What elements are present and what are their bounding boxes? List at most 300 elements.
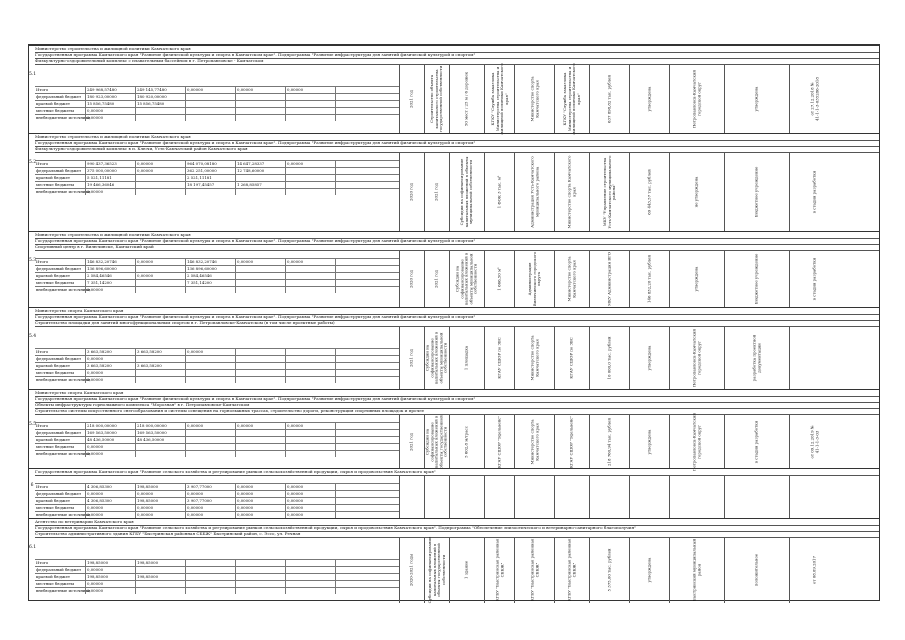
row-label: внебюджетные источники <box>36 377 91 382</box>
column-text: утверждена <box>693 266 699 292</box>
amount-cell: 0,00000 <box>85 189 135 195</box>
column-text: КГАУ СШОР по ЗВС <box>496 337 502 379</box>
column-text: от 09.12.2019 № 41-1-1-3-03 <box>808 425 819 458</box>
amount-cell <box>185 451 235 457</box>
column-text: Быстринский муниципальный район <box>691 538 701 602</box>
block-header: Агентство по ветеринарии Камчатского края <box>35 519 879 526</box>
amount-cell: 0,00000 <box>285 512 335 518</box>
block-header: Строительство административного здания КГБУ "Быстринская районная СББЖ" Быстринский район, с. Эссо, ул. Речная <box>35 531 879 538</box>
amount-cell: 0,00000 <box>85 444 135 450</box>
amount-cell: 0,00000 <box>135 259 185 265</box>
amount-cell: 218 000,00000 <box>135 423 185 429</box>
amount-cell: 0,00000 <box>85 287 135 293</box>
amount-cell: 169 563,50000 <box>135 430 185 436</box>
amount-cell: 0,00000 <box>85 356 135 362</box>
row-label: федеральный бюджет <box>36 94 82 99</box>
block-header: Государственная программа Камчатского края "Развитие сельского хозяйства и регулирование рынков сельскохозяйственной продукции, сырья и продовольствия Камчатского края" <box>35 469 879 476</box>
amount-cell: 198,85000 <box>135 498 185 504</box>
amount-cell: 249 968,57480 <box>85 87 135 93</box>
info-column <box>484 326 514 390</box>
program-block <box>29 518 879 602</box>
column-text: КГКУ "Служба заказчика Министерства строительства и жилищной политики Камчатского края" <box>561 63 581 135</box>
info-column <box>514 250 554 308</box>
item-number: 6.1 <box>29 545 37 550</box>
row-label: внебюджетные источники <box>36 588 91 593</box>
document-sheet <box>28 44 880 604</box>
amount-cell: 198,85000 <box>85 574 135 580</box>
info-column <box>424 250 449 308</box>
row-label: краевой бюджет <box>36 498 71 503</box>
amount-cell <box>185 377 235 383</box>
amount-cell: 5 521,11181 <box>85 175 135 181</box>
column-text: от 27.12.2018 № 41-1-1-3-035286-2018 <box>808 77 819 121</box>
column-text: 2021 год <box>433 270 439 288</box>
amount-cell: 0,00000 <box>85 451 135 457</box>
info-column <box>789 537 839 603</box>
item-number: 5.3 <box>29 258 37 263</box>
amount-cell: 7 351,14200 <box>85 280 135 286</box>
amount-cell: 2 521,11181 <box>185 175 235 181</box>
amount-cell: 198,85000 <box>85 560 135 566</box>
amount-cell <box>285 287 335 293</box>
amount-cell: 0,00000 <box>85 567 135 573</box>
amount-cell: 1 268,85857 <box>235 182 285 188</box>
info-column <box>724 475 789 519</box>
column-text: утверждена <box>646 86 652 112</box>
amount-cell <box>335 588 399 594</box>
amount-cell <box>335 377 399 383</box>
info-column <box>484 64 514 134</box>
column-text: Министерство спорта Камчатского края <box>528 418 539 465</box>
amount-cell: 198,85000 <box>135 574 185 580</box>
amount-cell: 136 896,60000 <box>85 266 135 272</box>
amount-cell <box>135 287 185 293</box>
info-column <box>789 64 839 134</box>
info-column <box>484 475 514 519</box>
column-text: 50 мест / 25 м / 6 дорожек <box>463 71 469 127</box>
info-column <box>589 64 629 134</box>
amount-cell: 0,00000 <box>285 87 335 93</box>
amount-cell: 0,00000 <box>85 491 135 497</box>
column-text: МКУ "Управление строительства Усть-Камчатского муниципального района" <box>601 155 616 229</box>
row-label: местные бюджеты <box>36 108 75 113</box>
amount-cell: 0,00000 <box>185 505 235 511</box>
amount-cell: 0,00000 <box>135 168 185 174</box>
amount-cell <box>285 189 335 195</box>
amount-cell: 0,00000 <box>85 115 135 121</box>
amount-cell: 3 907,77000 <box>185 484 235 490</box>
row-label: местные бюджеты <box>36 182 75 187</box>
info-column <box>449 250 484 308</box>
amount-cell: 0,00000 <box>135 491 185 497</box>
table-row <box>35 443 399 450</box>
block-header: Государственная программа Камчатского края "Развитие физической культуры и спорта в Камчатском крае". Подпрограмма "Развитие инфраструктуры для занятий физической культурой и спортом" <box>35 238 879 245</box>
column-text: не утверждена <box>693 176 699 208</box>
info-column <box>514 537 554 603</box>
row-label: местные бюджеты <box>36 505 75 510</box>
block-header: Государственная программа Камчатского края "Развитие физической культуры и спорта в Камчатском крае". Подпрограмма "Развитие инфраструктуры для занятий физической культурой и спортом" <box>35 396 879 403</box>
amount-cell: 0,00000 <box>285 498 335 504</box>
row-label: внебюджетные источники <box>36 115 91 120</box>
block-header: Министерство строительства и жилищной политики Камчатского края <box>35 46 879 53</box>
column-text: Петропавловск-Камчатский городской округ <box>691 329 701 387</box>
info-column <box>399 152 424 232</box>
amount-cell: 7 351,14200 <box>185 280 235 286</box>
info-column <box>399 326 424 390</box>
amount-cell: 0,00000 <box>235 512 285 518</box>
info-column <box>669 475 724 519</box>
info-column <box>669 414 724 469</box>
row-label: федеральный бюджет <box>36 430 82 435</box>
info-column <box>449 326 484 390</box>
info-column <box>589 326 629 390</box>
info-column <box>449 152 484 232</box>
amount-cell: 48 436,50000 <box>85 437 135 443</box>
info-column <box>589 250 629 308</box>
amount-cell <box>185 189 235 195</box>
info-column <box>629 537 669 603</box>
column-text: разработка проектной документации <box>751 334 761 382</box>
table-row <box>35 504 399 511</box>
amount-cell: 180 920,00000 <box>135 94 185 100</box>
column-text: 1 площадка <box>463 345 469 371</box>
info-column <box>424 537 449 603</box>
amount-cell <box>185 588 235 594</box>
amount-cell <box>335 189 399 195</box>
block-header: Государственная программа Камчатского края "Развитие физической культуры и спорта в Камчатском крае". Подпрограмма "Развитие инфраструктуры для занятий физической культурой и спортом" <box>35 52 879 59</box>
column-text: КГБУ "Быстринская районная СББЖ" <box>566 538 576 602</box>
block-header: Государственная программа Камчатского края "Развитие сельского хозяйства и регулирование рынков сельскохозяйственной продукции, сырья и продовольствия Камчатского края". Подпрограмма "Обеспечение эпизоотического и ветеринарно-санитарного благополучия" <box>35 525 879 532</box>
amount-cell: 3 663,58200 <box>135 349 185 355</box>
info-column <box>629 250 669 308</box>
info-column <box>554 64 589 134</box>
amount-cell: 0,00000 <box>285 161 335 167</box>
amount-cell: 218 000,00000 <box>85 423 135 429</box>
info-column <box>399 64 424 134</box>
info-column <box>724 250 789 308</box>
table-row <box>35 107 399 114</box>
amount-cell <box>285 115 335 121</box>
amount-cell <box>235 588 285 594</box>
amount-cell: 12 748,60000 <box>235 168 285 174</box>
column-text: 2021 год <box>408 90 414 108</box>
info-column <box>514 64 554 134</box>
amount-cell: 3 907,77000 <box>185 498 235 504</box>
column-text: Строительство объекта капитального строительства государственной собственности <box>429 65 444 133</box>
column-text: 2021 год <box>408 349 414 367</box>
column-text: 2020-2021 годы <box>408 553 414 587</box>
info-column <box>789 414 839 469</box>
column-text: КГБУ "Быстринская районная СББЖ" <box>493 538 504 602</box>
amount-cell <box>185 287 235 293</box>
row-label: Итого <box>36 161 49 166</box>
row-label: внебюджетные источники <box>36 189 91 194</box>
column-text: утверждена <box>753 86 759 112</box>
block-header: Физкультурно-оздоровительный комплекс в п. Ключи, Усть-Камчатский район Камчатского края <box>35 146 879 153</box>
info-column <box>424 326 449 390</box>
amount-cell: 2 584,46546 <box>85 273 135 279</box>
info-column <box>629 152 669 232</box>
table-row <box>35 181 399 188</box>
amount-cell: 990 437,36523 <box>85 161 135 167</box>
amount-cell <box>335 451 399 457</box>
amount-cell: 0,00000 <box>235 484 285 490</box>
table-row <box>35 272 399 279</box>
amount-cell: 198,85000 <box>135 484 185 490</box>
table-row <box>35 100 399 107</box>
column-text: 5 602,8 м/трасс <box>463 425 469 458</box>
column-text: утверждена <box>646 429 652 454</box>
column-text: Бюджетное учреждение <box>753 166 759 218</box>
table-row <box>35 497 399 504</box>
column-text: 218 760,94 тыс. рублей <box>606 417 612 466</box>
program-block <box>29 133 879 231</box>
row-label: местные бюджеты <box>36 581 75 586</box>
block-header: Министерство спорта Камчатского края <box>35 308 879 315</box>
table-row <box>35 362 399 369</box>
info-column <box>724 326 789 390</box>
row-label: внебюджетные источники <box>36 512 91 517</box>
info-column <box>424 414 449 469</box>
table-row <box>35 450 399 457</box>
row-label: краевой бюджет <box>36 574 71 579</box>
amount-cell: 19 466,36046 <box>85 182 135 188</box>
table-row <box>35 167 399 174</box>
column-text: 637 898,82 тыс. рублей <box>606 75 612 123</box>
amount-cell: 0,00000 <box>85 588 135 594</box>
column-text: 5 375,00 тыс. рублей <box>606 548 612 592</box>
amount-cell: 0,00000 <box>85 581 135 587</box>
amount-cell: 0,00000 <box>235 87 285 93</box>
info-column <box>424 475 449 519</box>
amount-cell: 146 832,20746 <box>85 259 135 265</box>
program-block <box>29 389 879 471</box>
amount-cell: 362 251,00000 <box>185 168 235 174</box>
amount-cell: 0,00000 <box>185 349 235 355</box>
block-header: Государственная программа Камчатского края "Развитие физической культуры и спорта в Камчатском крае". Подпрограмма "Развитие инфраструктуры для занятий физической культурой и спортом" <box>35 140 879 147</box>
info-column <box>724 64 789 134</box>
amount-cell: 0,00000 <box>85 512 135 518</box>
column-text: утверждена <box>646 557 652 583</box>
column-text: 2020 год <box>408 183 414 201</box>
info-column <box>484 152 514 232</box>
table-row <box>35 580 399 587</box>
column-text: 1 666,50 м² <box>496 267 502 291</box>
amount-cell: 0,00000 <box>85 370 135 376</box>
row-label: федеральный бюджет <box>36 491 82 496</box>
column-text: Субсидии на софинансирование капитальных вложений в объекты государственной собственности <box>426 536 446 604</box>
table-row <box>35 114 399 121</box>
info-column <box>669 250 724 308</box>
amount-cell <box>235 189 285 195</box>
block-header: Физкультурно-оздоровительный комплекс с плавательным бассейном в г. Петропавловске - Камчатском <box>35 58 879 65</box>
amount-cell: 0,00000 <box>85 377 135 383</box>
info-column <box>669 64 724 134</box>
amount-cell: 375 000,00000 <box>85 168 135 174</box>
block-header: Строительство площадки для занятий многофункциональным спортом в г. Петропавловске-Камчатском (в том числе проектные работы) <box>35 320 879 327</box>
info-column <box>514 414 554 469</box>
amount-cell: 3 663,58200 <box>135 363 185 369</box>
column-text: Администрация Усть-Камчатского муниципального района <box>528 156 539 228</box>
amount-cell: 0,00000 <box>85 108 135 114</box>
info-column <box>724 152 789 232</box>
table-row <box>35 566 399 573</box>
column-text: 2021 год <box>408 432 414 451</box>
amount-cell: 15 856,75480 <box>135 101 185 107</box>
column-text: положительное <box>753 553 759 587</box>
table-row <box>35 258 399 265</box>
info-column <box>554 537 589 603</box>
amount-cell: 14 647,28337 <box>235 161 285 167</box>
column-text: 69 443,57 тыс. рублей <box>646 169 652 215</box>
info-column <box>669 537 724 603</box>
column-text: Министерство спорта Камчатского края <box>528 335 539 381</box>
column-text: 1 ФОК 3 тыс. м² <box>496 175 502 209</box>
item-number: 5.4 <box>29 334 37 339</box>
info-column <box>399 475 424 519</box>
block-header: Министерство строительства и жилищной политики Камчатского края <box>35 232 879 239</box>
row-label: федеральный бюджет <box>36 567 82 572</box>
amount-cell: 249 145,77480 <box>135 87 185 93</box>
info-column <box>589 414 629 469</box>
amount-cell: 0,00000 <box>235 423 285 429</box>
info-column <box>724 414 789 469</box>
info-column <box>669 152 724 232</box>
column-text: 146 832,20 тыс. рублей <box>646 255 652 303</box>
column-text: в стадии разработки <box>811 170 817 214</box>
amount-cell <box>335 115 399 121</box>
table-row <box>35 436 399 443</box>
amount-cell <box>285 377 335 383</box>
info-column <box>589 537 629 603</box>
amount-cell: 3 663,58200 <box>85 363 135 369</box>
info-column <box>449 537 484 603</box>
info-column <box>629 414 669 469</box>
amount-cell <box>235 115 285 121</box>
info-column <box>484 537 514 603</box>
amount-cell <box>185 115 235 121</box>
row-label: краевой бюджет <box>36 101 71 106</box>
column-text: Субсидии на софинансирование капитальных вложений в объекты муниципальной собственности <box>454 252 478 306</box>
row-label: Итого <box>36 560 49 565</box>
item-number: 5.5 <box>29 422 37 427</box>
program-block <box>29 231 879 307</box>
row-label: краевой бюджет <box>36 273 71 278</box>
amount-cell: 0,00000 <box>235 505 285 511</box>
info-column <box>629 64 669 134</box>
amount-cell: 0,00000 <box>285 505 335 511</box>
table-row <box>35 86 399 93</box>
item-number: 6 <box>30 483 34 488</box>
info-column <box>554 152 589 232</box>
block-header: Государственная программа Камчатского края "Развитие физической культуры и спорта в Камчатском крае". Подпрограмма "Развитие инфраструктуры для занятий физической культурой и спортом" <box>35 314 879 321</box>
amount-cell <box>135 377 185 383</box>
info-column <box>449 414 484 469</box>
amount-cell: 3 663,58200 <box>85 349 135 355</box>
amount-cell: 169 563,50000 <box>85 430 135 436</box>
amount-cell: 18 197,45457 <box>185 182 235 188</box>
column-text: КГБУ "Быстринская районная СББЖ" <box>528 538 539 602</box>
amount-cell <box>285 588 335 594</box>
info-column <box>554 475 589 519</box>
column-text: утверждена <box>646 345 652 371</box>
row-label: краевой бюджет <box>36 363 71 368</box>
amount-cell <box>335 287 399 293</box>
table-row <box>35 587 399 594</box>
table-row <box>35 422 399 429</box>
info-column <box>424 64 449 134</box>
column-text: КГАУ СШОР по ЗВС <box>568 337 574 379</box>
amount-cell: 180 923,00000 <box>85 94 135 100</box>
column-text: Министерство спорта Камчатского края <box>528 76 539 122</box>
column-text: в стадии разработки <box>753 420 759 463</box>
amount-cell: 2 584,46546 <box>185 273 235 279</box>
table-row <box>35 355 399 362</box>
column-text: Петропавловск-Камчатский городской округ <box>691 412 701 471</box>
row-label: Итого <box>36 484 49 489</box>
info-column <box>514 152 554 232</box>
row-label: внебюджетные источники <box>36 451 91 456</box>
block-header: Спортивный центр в г. Вилючинске, Камчатский край <box>35 244 879 251</box>
amount-cell <box>285 451 335 457</box>
amount-cell: 4 306,85300 <box>85 498 135 504</box>
table-row <box>35 265 399 272</box>
amount-cell <box>235 377 285 383</box>
info-column <box>484 414 514 469</box>
amount-cell: 0,00000 <box>135 161 185 167</box>
table-row <box>35 279 399 286</box>
table-row <box>35 573 399 580</box>
amount-cell: 0,00000 <box>185 491 235 497</box>
row-label: внебюджетные источники <box>36 287 91 292</box>
row-label: краевой бюджет <box>36 175 71 180</box>
amount-cell: 0,00000 <box>185 423 235 429</box>
info-column <box>789 475 839 519</box>
info-column <box>669 326 724 390</box>
column-text: КГАУ СШОР "Эдельвейс" <box>568 415 574 468</box>
column-text: 10 000,0 тыс. рублей <box>606 336 612 380</box>
row-label: местные бюджеты <box>36 370 75 375</box>
info-column <box>484 250 514 308</box>
amount-cell: 0,00000 <box>85 505 135 511</box>
info-column <box>514 475 554 519</box>
info-column <box>399 250 424 308</box>
program-block <box>29 45 879 133</box>
info-column <box>789 250 839 308</box>
amount-cell: 48 436,50000 <box>135 437 185 443</box>
info-column <box>554 414 589 469</box>
program-block <box>29 307 879 389</box>
row-label: краевой бюджет <box>36 437 71 442</box>
amount-cell: 0,00000 <box>235 491 285 497</box>
column-text: Субсидии на софинансирование капитальных вложений в объекты муниципальной собственности <box>459 156 474 228</box>
row-label: федеральный бюджет <box>36 356 82 361</box>
column-text: Бюджетное учреждение <box>753 253 759 305</box>
column-text: в стадии разработки <box>811 257 817 301</box>
item-number: 5.1 <box>29 72 37 77</box>
column-text: 2021 год <box>433 183 439 201</box>
amount-cell: 0,00000 <box>235 498 285 504</box>
column-text: МКУ Администрации ВГО <box>606 252 612 306</box>
table-row <box>35 559 399 566</box>
amount-cell <box>135 115 185 121</box>
row-label: федеральный бюджет <box>36 168 82 173</box>
info-column <box>554 326 589 390</box>
table-row <box>35 188 399 195</box>
amount-cell: 0,00000 <box>135 273 185 279</box>
amount-cell <box>235 287 285 293</box>
info-column <box>399 414 424 469</box>
